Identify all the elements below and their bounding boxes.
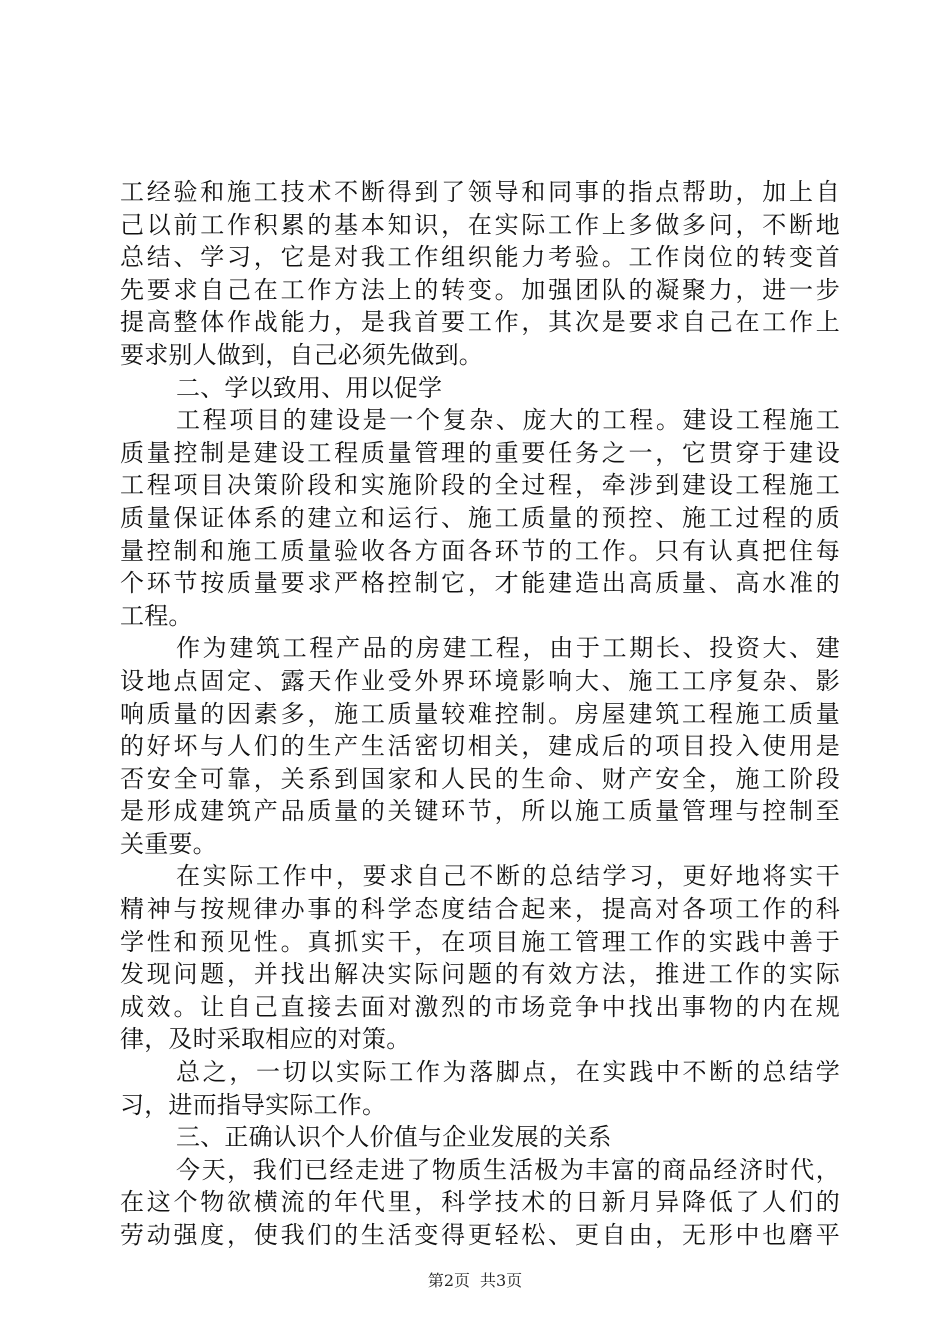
text-line: 总结、学习，它是对我工作组织能力考验。工作岗位的转变首 xyxy=(120,243,840,272)
text-line: 己以前工作积累的基本知识，在实际工作上多做多问，不断地 xyxy=(120,210,840,239)
text-line: 发现问题，并找出解决实际问题的有效方法，推进工作的实际 xyxy=(120,960,840,989)
text-line: 劳动强度，使我们的生活变得更轻松、更自由，无形中也磨平 xyxy=(120,1221,840,1249)
text-line: 律，及时采取相应的对策。 xyxy=(120,1025,411,1054)
section-heading: 二、学以致用、用以促学 xyxy=(176,373,443,402)
text-line: 在这个物欲横流的年代里，科学技术的日新月异降低了人们的 xyxy=(120,1188,840,1217)
text-line: 工程项目决策阶段和实施阶段的全过程，牵涉到建设工程施工 xyxy=(120,471,840,500)
page-footer xyxy=(0,1271,950,1291)
text-line: 学性和预见性。真抓实干，在项目施工管理工作的实践中善于 xyxy=(120,927,840,956)
text-line: 量控制和施工质量验收各方面各环节的工作。只有认真把住每 xyxy=(120,536,840,565)
text-line: 总之，一切以实际工作为落脚点，在实践中不断的总结学 xyxy=(176,1058,840,1087)
body-text xyxy=(120,176,840,1252)
text-line: 质量保证体系的建立和运行、施工质量的预控、施工过程的质 xyxy=(120,503,840,532)
text-line: 质量控制是建设工程质量管理的重要任务之一，它贯穿于建设 xyxy=(120,438,840,467)
text-line: 习，进而指导实际工作。 xyxy=(120,1090,387,1119)
text-line: 设地点固定、露天作业受外界环境影响大、施工工序复杂、影 xyxy=(120,666,840,695)
text-line: 否安全可靠，关系到国家和人民的生命、财产安全，施工阶段 xyxy=(120,764,840,793)
text-line: 是形成建筑产品质量的关键环节，所以施工质量管理与控制至 xyxy=(120,797,840,826)
text-line: 工程。 xyxy=(120,601,193,630)
page-number: 第2页 xyxy=(427,1271,470,1290)
text-line: 个环节按质量要求严格控制它，才能建造出高质量、高水准的 xyxy=(120,569,840,598)
text-line: 精神与按规律办事的科学态度结合起来，提高对各项工作的科 xyxy=(120,895,840,924)
text-line: 的好坏与人们的生产生活密切相关，建成后的项目投入使用是 xyxy=(120,732,840,761)
text-line: 要求别人做到，自己必须先做到。 xyxy=(120,340,483,369)
text-line: 工经验和施工技术不断得到了领导和同事的指点帮助，加上自 xyxy=(120,178,840,206)
page-total: 共3页 xyxy=(480,1271,523,1290)
text-line: 提高整体作战能力，是我首要工作，其次是要求自己在工作上 xyxy=(120,308,840,337)
text-line: 关重要。 xyxy=(120,829,217,858)
section-heading: 三、正确认识个人价值与企业发展的关系 xyxy=(176,1123,612,1152)
text-line: 作为建筑工程产品的房建工程，由于工期长、投资大、建 xyxy=(176,634,840,663)
text-line: 先要求自己在工作方法上的转变。加强团队的凝聚力，进一步 xyxy=(120,275,840,304)
text-line: 工程项目的建设是一个复杂、庞大的工程。建设工程施工 xyxy=(176,406,840,435)
text-line: 在实际工作中，要求自己不断的总结学习，更好地将实干 xyxy=(176,862,840,891)
text-line: 成效。让自己直接去面对激烈的市场竞争中找出事物的内在规 xyxy=(120,992,840,1021)
text-line: 响质量的因素多，施工质量较难控制。房屋建筑工程施工质量 xyxy=(120,699,840,728)
text-line: 今天，我们已经走进了物质生活极为丰富的商品经济时代， xyxy=(176,1155,840,1184)
